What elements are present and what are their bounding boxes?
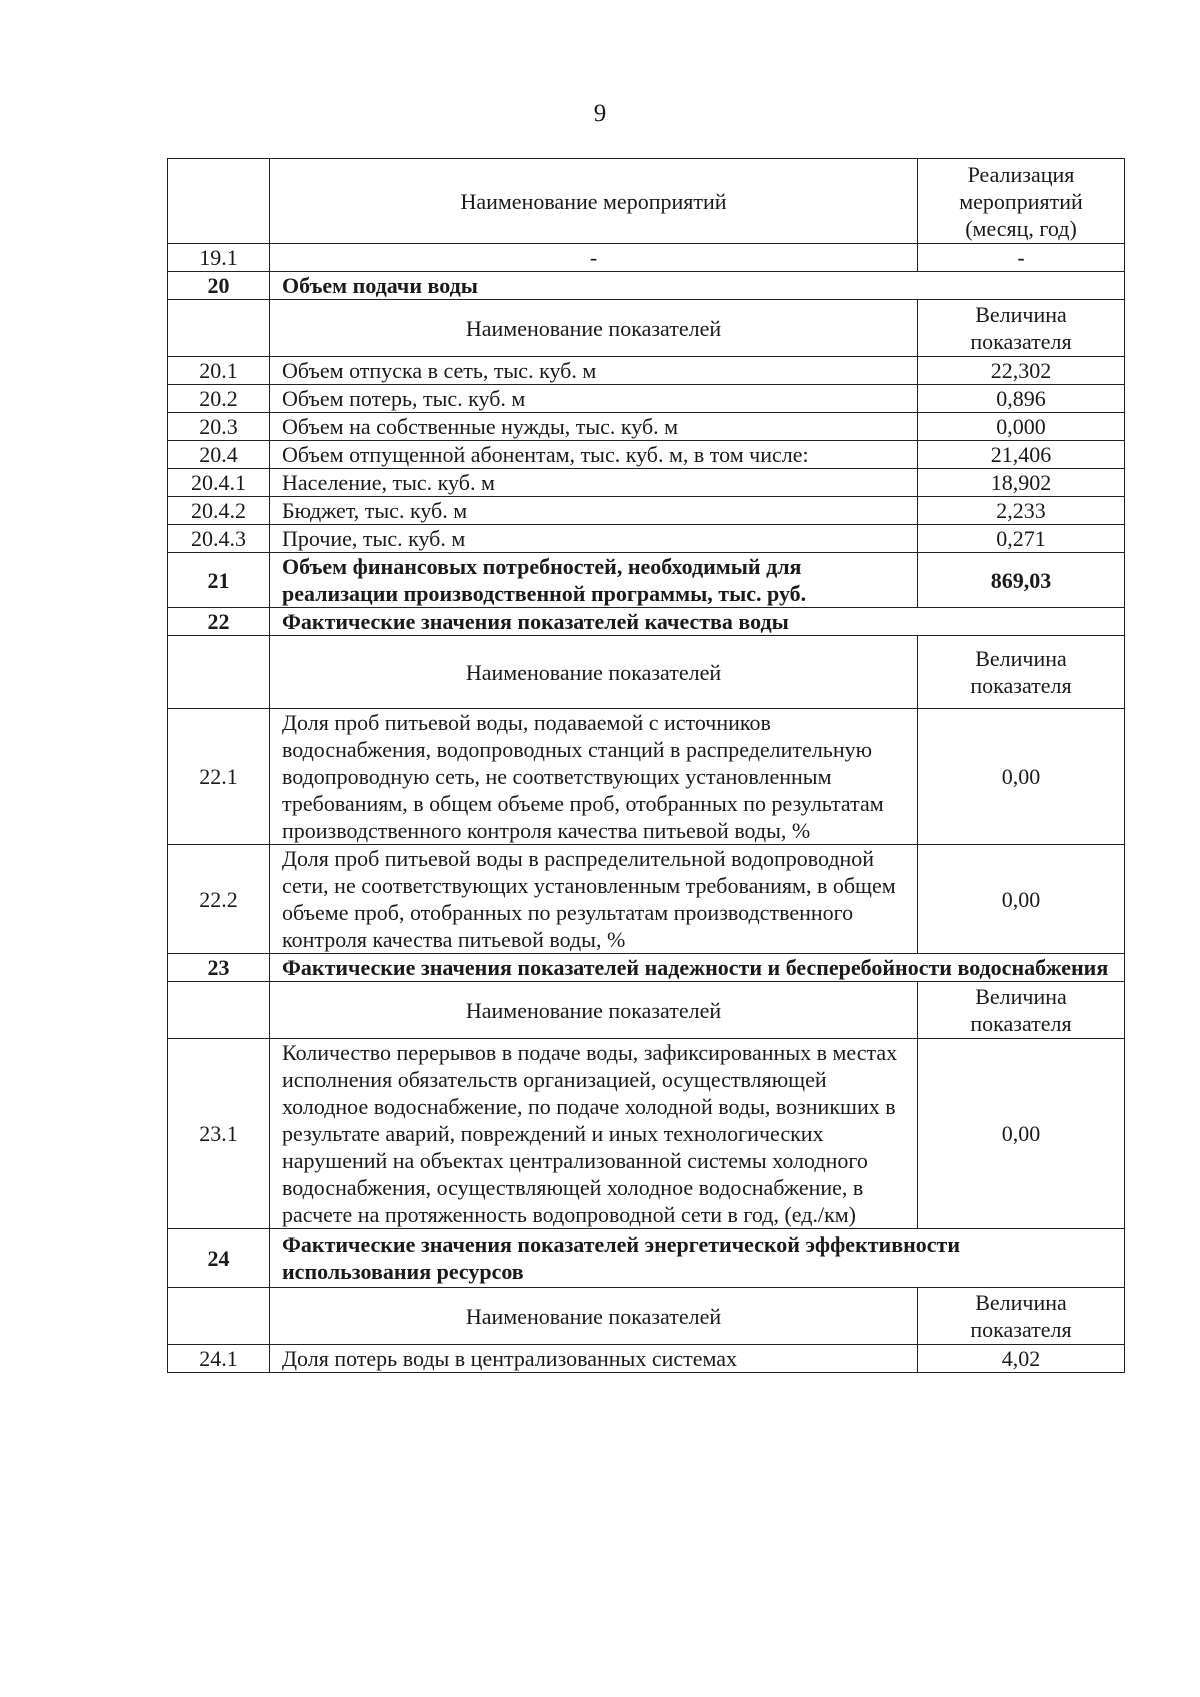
row-number: 22.1 (168, 709, 270, 845)
subheader-col-name: Наименование показателей (270, 982, 918, 1039)
row-number: 20.4.1 (168, 469, 270, 497)
table-row (168, 1039, 1125, 1229)
section-header-row (168, 954, 1125, 982)
row-value: 4,02 (918, 1345, 1125, 1373)
table-row (168, 845, 1125, 954)
section-title: Фактические значения показателей энергетической эффективности использования ресурсов (270, 1229, 1125, 1288)
header-col-realization: Реализация мероприятий (месяц, год) (918, 159, 1125, 244)
table-row (168, 441, 1125, 469)
row-name: Количество перерывов в подаче воды, зафиксированных в местах исполнения обязательств организацией, осуществляющей холодное водоснабжение, по подаче холодной воды, возникших в результате аварий, повреждений и иных технологических нарушений на объектах централизованной системы холодного водоснабжения, осуществляющей холодное водоснабжение, в расчете на протяженность водопроводной сети в год, (ед./км) (270, 1039, 918, 1229)
table-row (168, 525, 1125, 553)
row-value: 22,302 (918, 357, 1125, 385)
table-row (168, 357, 1125, 385)
row-name: Объем отпущенной абонентам, тыс. куб. м, в том числе: (270, 441, 918, 469)
row-name: Бюджет, тыс. куб. м (270, 497, 918, 525)
table-row (168, 244, 1125, 272)
row-value: 0,896 (918, 385, 1125, 413)
row-name: Доля потерь воды в централизованных системах (270, 1345, 918, 1373)
section-title: Фактические значения показателей качества воды (270, 608, 1125, 636)
row-number: 23.1 (168, 1039, 270, 1229)
subheader-row (168, 1288, 1125, 1345)
subheader-col-value: Величина показателя (918, 300, 1125, 357)
row-name: Объем отпуска в сеть, тыс. куб. м (270, 357, 918, 385)
table-row (168, 709, 1125, 845)
subheader-col-value: Величина показателя (918, 1288, 1125, 1345)
section-number: 22 (168, 608, 270, 636)
row-name: - (270, 244, 918, 272)
section-number: 21 (168, 553, 270, 608)
page-number: 9 (593, 100, 607, 127)
row-number: 20.4 (168, 441, 270, 469)
row-number: 24.1 (168, 1345, 270, 1373)
row-name: Объем на собственные нужды, тыс. куб. м (270, 413, 918, 441)
row-value: 21,406 (918, 441, 1125, 469)
section-header-row (168, 272, 1125, 300)
row-name: Доля проб питьевой воды, подаваемой с источников водоснабжения, водопроводных станций в распределительную водопроводную сеть, не соответствующих установленным требованиям, в общем объеме проб, отобранных по результатам производственного контроля качества питьевой воды, % (270, 709, 918, 845)
row-number: 20.2 (168, 385, 270, 413)
section-header-row (168, 1229, 1125, 1288)
subheader-col-value: Величина показателя (918, 982, 1125, 1039)
subheader-row (168, 982, 1125, 1039)
row-value: 0,00 (918, 1039, 1125, 1229)
row-number: 19.1 (168, 244, 270, 272)
section-number: 20 (168, 272, 270, 300)
section-title: Объем финансовых потребностей, необходимый для реализации производственной программы, тыс. руб. (270, 553, 918, 608)
row-value: 0,000 (918, 413, 1125, 441)
section-value: 869,03 (918, 553, 1125, 608)
row-number: 20.1 (168, 357, 270, 385)
table-row (168, 1345, 1125, 1373)
row-number: 20.3 (168, 413, 270, 441)
section-number: 23 (168, 954, 270, 982)
header-row (168, 159, 1125, 244)
row-name: Доля проб питьевой воды в распределительной водопроводной сети, не соответствующих установленным требованиям, в общем объеме проб, отобранных по результатам производственного контроля качества питьевой воды, % (270, 845, 918, 954)
table-row (168, 469, 1125, 497)
subheader-col-name: Наименование показателей (270, 1288, 918, 1345)
row-value: 2,233 (918, 497, 1125, 525)
indicators-table (167, 158, 1125, 1373)
table-row (168, 497, 1125, 525)
subheader-col-name: Наименование показателей (270, 636, 918, 709)
header-col-name: Наименование мероприятий (270, 159, 918, 244)
row-value: 0,00 (918, 709, 1125, 845)
row-name: Население, тыс. куб. м (270, 469, 918, 497)
row-number: 20.4.3 (168, 525, 270, 553)
table-row (168, 413, 1125, 441)
section-header-row (168, 608, 1125, 636)
subheader-col-name: Наименование показателей (270, 300, 918, 357)
row-name: Объем потерь, тыс. куб. м (270, 385, 918, 413)
table-row (168, 385, 1125, 413)
row-number: 20.4.2 (168, 497, 270, 525)
subheader-row (168, 300, 1125, 357)
row-number: 22.2 (168, 845, 270, 954)
subheader-col-value: Величина показателя (918, 636, 1125, 709)
row-name: Прочие, тыс. куб. м (270, 525, 918, 553)
section-header-row (168, 553, 1125, 608)
row-value: 18,902 (918, 469, 1125, 497)
row-value: 0,00 (918, 845, 1125, 954)
row-value: - (918, 244, 1125, 272)
section-title: Объем подачи воды (270, 272, 1125, 300)
subheader-row (168, 636, 1125, 709)
section-title: Фактические значения показателей надежности и бесперебойности водоснабжения (270, 954, 1125, 982)
section-number: 24 (168, 1229, 270, 1288)
row-value: 0,271 (918, 525, 1125, 553)
